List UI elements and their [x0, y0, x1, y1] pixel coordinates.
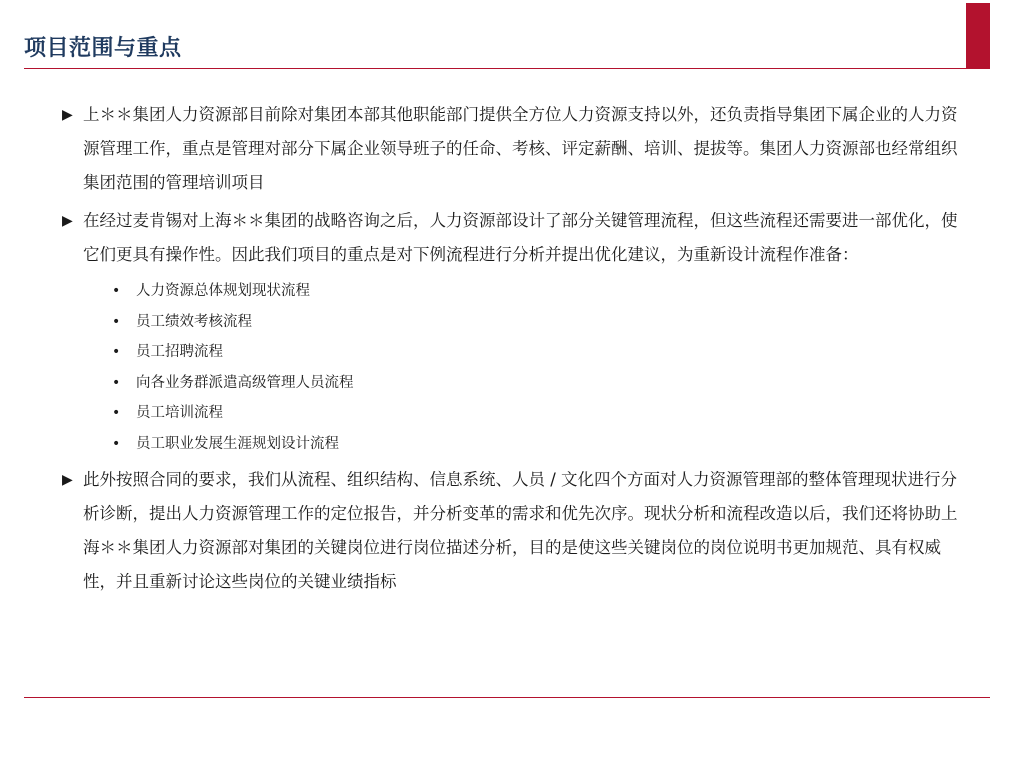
paragraph-1-text: 上＊＊集团人力资源部目前除对集团本部其他职能部门提供全方位人力资源支持以外，还负责指导集团下属企业的人力资源管理工作，重点是管理对部分下属企业领导班子的任命、考核、评定薪酬、培训、提拔等。集团人力资源部也经常组织集团范围的管理培训项目 — [83, 105, 958, 192]
list-item — [112, 276, 962, 307]
process-list — [62, 276, 962, 459]
paragraph-2 — [62, 204, 962, 272]
list-item — [112, 337, 962, 368]
bottom-divider — [24, 697, 990, 698]
dot-bullet-icon: • — [112, 374, 121, 391]
arrow-bullet-icon: ▶ — [62, 472, 73, 488]
list-item — [112, 429, 962, 460]
dot-bullet-icon: • — [112, 344, 121, 360]
dot-bullet-icon: • — [112, 313, 121, 330]
dot-bullet-icon: • — [112, 283, 121, 299]
paragraph-2-text: 在经过麦肯锡对上海＊＊集团的战略咨询之后，人力资源部设计了部分关键管理流程，但这些流程还需要进一部优化，使它们更具有操作性。因此我们项目的重点是对下例流程进行分析并提出优化建议，为重新设计流程作准备： — [83, 211, 958, 264]
list-item-text: 员工培训流程 — [136, 405, 223, 421]
list-item-text: 员工招聘流程 — [136, 344, 223, 360]
dot-bullet-icon: • — [112, 435, 121, 452]
title-divider — [24, 68, 966, 69]
dot-bullet-icon: • — [112, 405, 121, 421]
accent-block — [966, 3, 990, 69]
list-item-text: 员工职业发展生涯规划设计流程 — [136, 435, 339, 452]
slide-title: 项目范围与重点 — [24, 36, 182, 61]
arrow-bullet-icon: ▶ — [62, 213, 73, 229]
list-item-text: 员工绩效考核流程 — [136, 313, 252, 330]
list-item-text: 向各业务群派遣高级管理人员流程 — [136, 374, 354, 391]
paragraph-1 — [62, 98, 962, 200]
paragraph-3 — [62, 463, 962, 599]
list-item — [112, 368, 962, 399]
list-item — [112, 307, 962, 338]
slide-body — [62, 98, 962, 603]
list-item-text: 人力资源总体规划现状流程 — [136, 283, 310, 299]
paragraph-3-text: 此外按照合同的要求，我们从流程、组织结构、信息系统、人员 / 文化四个方面对人力资源管理部的整体管理现状进行分析诊断，提出人力资源管理工作的定位报告，并分析变革的需求和优先次序。现状分析和流程改造以后，我们还将协助上海＊＊集团人力资源部对集团的关键岗位进行岗位描述分析，目的是使这些关键岗位的岗位说明书更加规范、具有权威性，并且重新讨论这些岗位的关键业绩指标 — [83, 470, 958, 591]
arrow-bullet-icon: ▶ — [62, 107, 73, 123]
list-item — [112, 398, 962, 429]
